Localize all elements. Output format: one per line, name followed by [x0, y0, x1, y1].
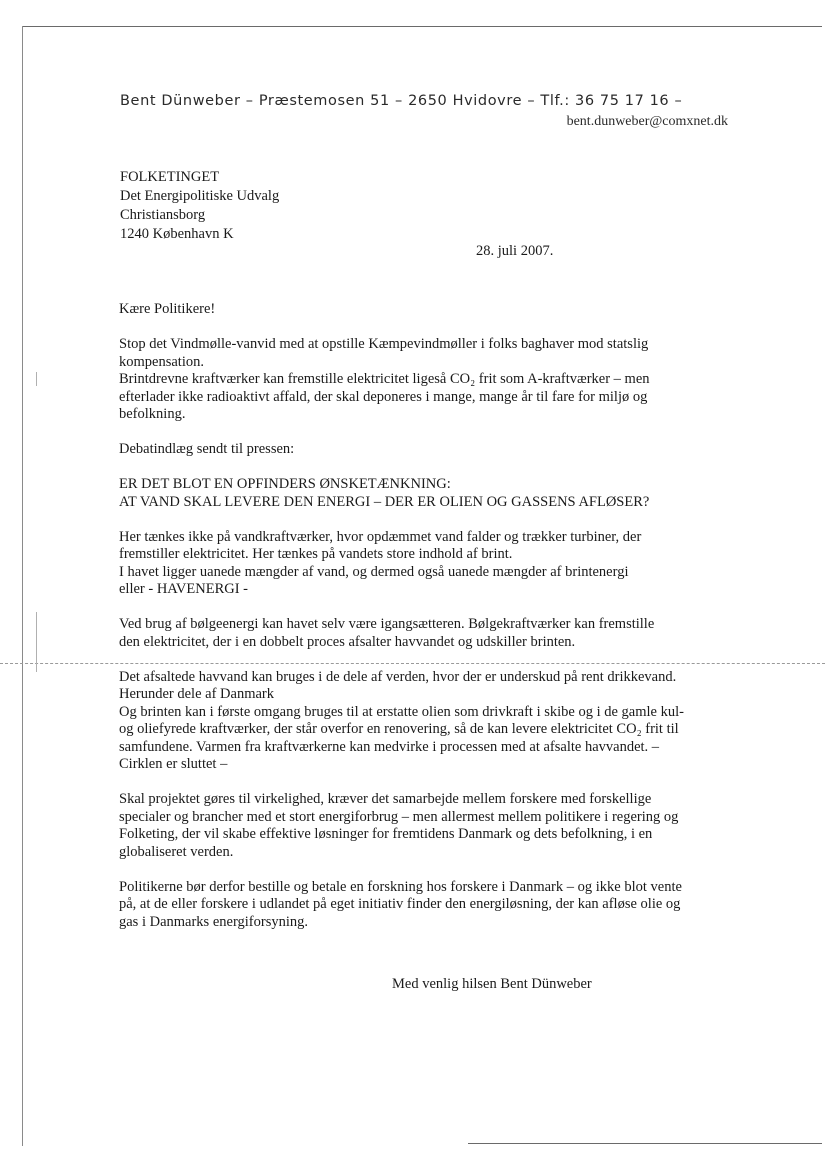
recipient-line: 1240 København K [120, 226, 234, 242]
salutation: Kære Politikere! [119, 301, 216, 317]
recipient-line: FOLKETINGET [120, 169, 220, 185]
scan-border-left [22, 26, 23, 1146]
signoff: Med venlig hilsen Bent Dünweber [392, 976, 592, 992]
letterhead [120, 93, 740, 130]
sender-email: bent.dunweber@comxnet.dk [566, 114, 728, 129]
scan-border-bottom [468, 1143, 822, 1144]
scan-border-top [22, 26, 822, 27]
recipient-address [120, 168, 279, 244]
scan-mark [36, 372, 37, 386]
headline: ER DET BLOT EN OPFINDERS ØNSKETÆNKNING: AT VAND SKAL LEVERE DEN ENERGI – DER ER OLIEN OG GASSENS AFLØSER? [119, 476, 650, 510]
letter-body [119, 301, 739, 949]
scan-mark [36, 612, 37, 672]
paragraph: Ved brug af bølgeenergi kan havet selv være igangsætteren. Bølgekraftværker kan fremstille den elektricitet, der i en dobbelt proces afsalter havvandet og udskiller brinten. [119, 616, 655, 650]
recipient-line: Christiansborg [120, 207, 206, 223]
paragraph: Stop det Vindmølle-vanvid med at opstille Kæmpevindmøller i folks baghaver mod statslig kompensation. Brintdrevne kraftværker kan fremstille elektricitet ligeså CO₂ frit som A-kraftværker – men efterlader ikke radioaktivt affald, der skal deponeres i mange, mange år til fare for miljø og befolkning. [119, 336, 650, 422]
paragraph: Politikerne bør derfor bestille og betale en forskning hos forskere i Danmark – og ikke blot vente på, at de eller forskere i udlandet på eget initiativ finder den energiløsning, der kan afløse olie og gas i Danmarks energiforsyning. [119, 878, 682, 930]
paragraph: Skal projektet gøres til virkelighed, kræver det samarbejde mellem forskere med forskellige specialer og brancher med et stort energiforbrug – men allermest mellem politikere i regering og Folketing, der vil skabe effektive løsninger for fremtidens Danmark og dets befolkning, i en globaliseret verden. [119, 791, 679, 860]
recipient-line: Det Energipolitiske Udvalg [120, 188, 280, 204]
letter-date: 28. juli 2007. [476, 243, 554, 259]
paragraph: Debatindlæg sendt til pressen: [119, 441, 295, 457]
sender-line: Bent Dünweber – Præstemosen 51 – 2650 Hvidovre – Tlf.: 36 75 17 16 – [120, 93, 683, 109]
paragraph: Her tænkes ikke på vandkraftværker, hvor opdæmmet vand falder og trækker turbiner, der fremstiller elektricitet. Her tænkes på vandets store indhold af brint. I havet ligger uanede mængder af vand, og dermed også uanede mængder af brintenergi eller - HAVENERGI - [119, 528, 642, 597]
paragraph: Det afsaltede havvand kan bruges i de dele af verden, hvor der er underskud på rent drikkevand. Herunder dele af Danmark Og brinten kan i første omgang bruges til at erstatte olien som drivkraft i skibe og i de gamle kul- og oliefyrede kraftværker, der står overfor en renovering, så de kan levere elektricitet CO₂ frit til samfundene. Varmen fra kraftværkerne kan medvirke i processen med at afsalte havvandet. – Cirklen er sluttet – [119, 668, 684, 772]
